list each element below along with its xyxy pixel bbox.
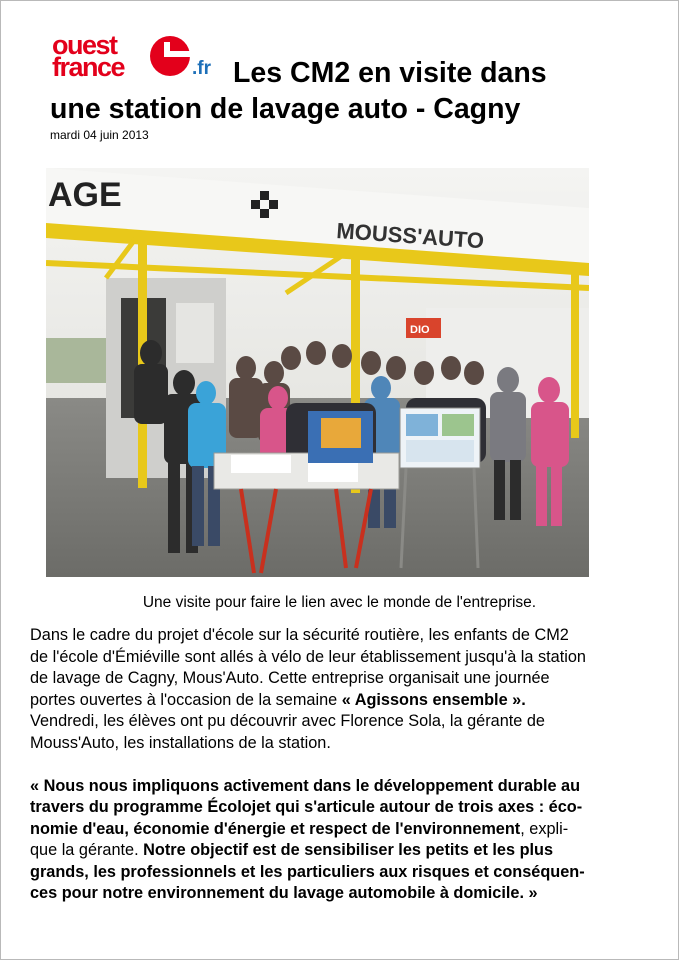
sign-brand-text: MOUSS'AUTO	[335, 218, 485, 254]
p1-line6: Mouss'Auto, les installations de la station.	[30, 733, 331, 752]
grass-strip	[46, 338, 116, 383]
p1-line1: Dans le cadre du projet d'école sur la sécurité routière, les enfants de CM2	[30, 626, 569, 644]
logo-tld: .fr	[192, 58, 211, 79]
article-title	[50, 52, 650, 127]
red-panel-text: DIO	[410, 324, 430, 336]
poster-text-block	[406, 440, 474, 462]
logo-word-ouest: ouest	[52, 30, 117, 60]
article-body	[30, 625, 660, 905]
table-paper-2	[308, 460, 358, 482]
poster-image-1	[406, 414, 438, 436]
p2-line6: ces pour notre environnement du lavage automobile à domicile. »	[30, 884, 538, 902]
p1-line3: de lavage de Cagny, Mous'Auto. Cette entreprise organisait une journée	[30, 669, 550, 687]
photo-caption: Une visite pour faire le lien avec le monde de l'entreprise.	[142, 594, 537, 611]
p1-line4-plain: portes ouvertes à l'occasion de la semaine	[30, 690, 342, 709]
table-paper-1	[231, 455, 291, 473]
p2-line3-bold: nomie d'eau, économie d'énergie et respect de l'environnement	[30, 819, 521, 838]
article-title-line2: une station de lavage auto - Cagny	[50, 93, 521, 125]
poster-image-2	[442, 414, 474, 436]
p1-line4-bold: « Agissons ensemble ».	[341, 690, 526, 709]
p1-line2: de l'école d'Émiéville sont allés à vélo de leur établissement jusqu'à la station	[30, 647, 586, 666]
p2-line4-bold: Notre objectif est de sensibiliser les petits et les plus	[143, 841, 554, 859]
article-date: mardi 04 juin 2013	[50, 128, 149, 142]
model-orange	[321, 418, 361, 448]
article-photo	[46, 168, 589, 577]
car-wash-photo-illustration	[46, 168, 589, 577]
p1-line5: Vendredi, les élèves ont pu découvrir avec Florence Sola, la gérante de	[30, 712, 545, 730]
p2-line5: grands, les professionnels et les particuliers aux risques et conséquen-	[30, 862, 585, 881]
paragraph-2	[30, 776, 660, 905]
p2-line4-plain: que la gérante.	[30, 841, 144, 859]
p2-line1: « Nous nous impliquons activement dans le développement durable au	[30, 776, 581, 795]
paragraph-1	[30, 625, 660, 754]
article-title-line1: Les CM2 en visite dans	[233, 57, 547, 89]
logo-word-france: france	[52, 52, 125, 82]
p2-line2: travers du programme Écolojet qui s'articule autour de trois axes : éco-	[30, 798, 583, 816]
paragraph-gap	[30, 754, 660, 776]
sign-left-text: AGE	[48, 176, 122, 214]
p2-line3-plain: , expli-	[520, 819, 569, 838]
booth-panel	[176, 303, 214, 363]
pillar-3	[571, 268, 579, 438]
